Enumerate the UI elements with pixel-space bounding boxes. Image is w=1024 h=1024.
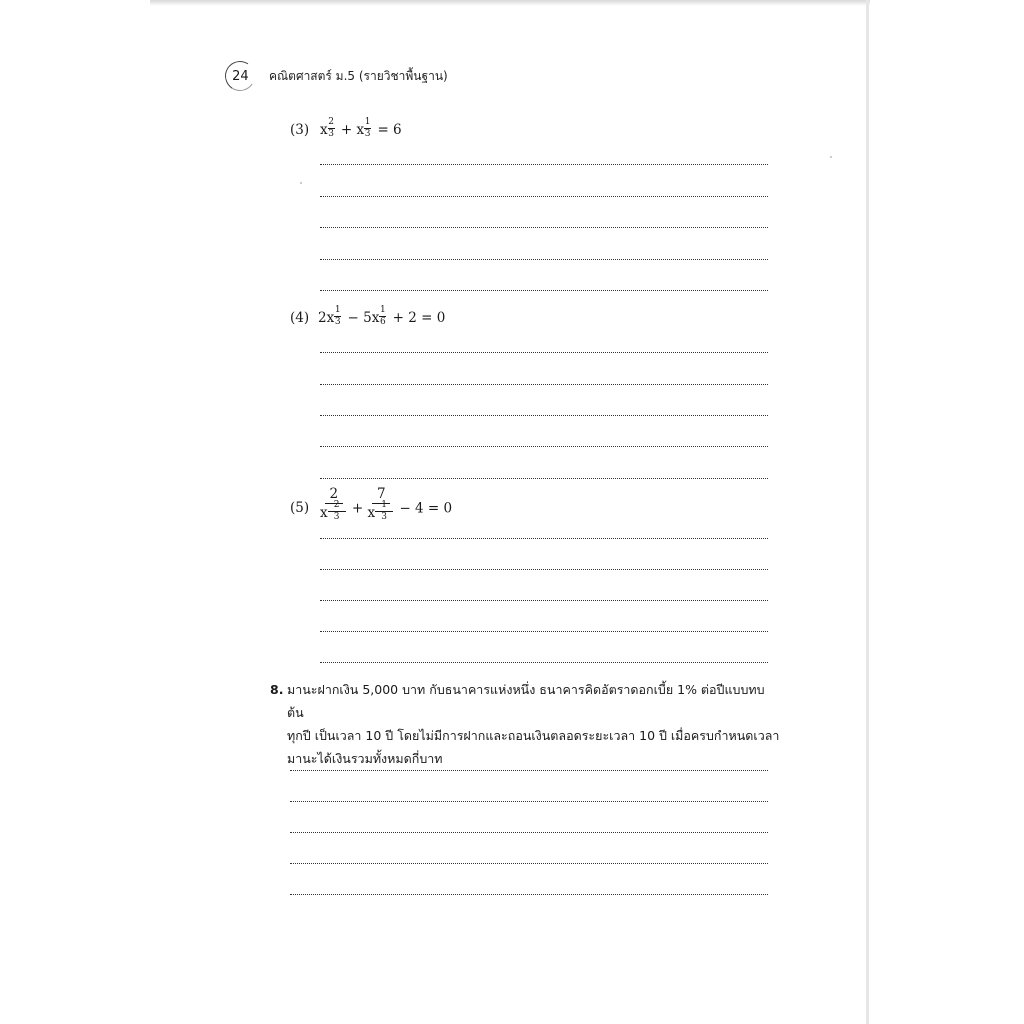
answer-line[interactable] <box>320 259 768 260</box>
fraction-denominator <box>320 500 348 532</box>
problem-3 <box>290 117 402 139</box>
header-title: คณิตศาสตร์ ม.5 (รายวิชาพื้นฐาน) <box>269 68 448 83</box>
answer-line[interactable] <box>320 227 768 228</box>
exp-numerator: 1 <box>381 500 388 510</box>
page-number: 24 <box>231 68 249 84</box>
term-base: x <box>320 505 328 521</box>
exponent-fraction <box>375 501 393 522</box>
exp-denominator: 3 <box>364 129 371 139</box>
exponent-fraction <box>334 306 341 327</box>
exp-numerator: 1 <box>379 305 386 315</box>
question-line: ทุกปี เป็นเวลา 10 ปี โดยไม่มีการฝากและถอนเงินตลอดระยะเวลา 10 ปี เมื่อครบกำหนดเวลา <box>287 728 780 743</box>
page-number-badge <box>222 58 258 94</box>
question-8 <box>270 678 780 770</box>
answer-line[interactable] <box>320 415 768 416</box>
equation-rhs: + 2 = 0 <box>392 310 446 326</box>
question-number: 8. <box>270 682 284 697</box>
answer-line[interactable] <box>320 631 768 632</box>
exp-denominator: 3 <box>381 512 388 522</box>
term-base: x <box>356 122 365 138</box>
fraction <box>368 486 396 532</box>
term-base: x <box>367 505 376 521</box>
equation-rhs: − 4 = 0 <box>399 500 453 517</box>
fraction-numerator: 7 <box>377 486 386 502</box>
exp-numerator: 2 <box>333 500 340 510</box>
answer-line[interactable] <box>320 600 768 601</box>
exponent-fraction <box>379 306 386 327</box>
question-line: มานะฝากเงิน 5,000 บาท กับธนาคารแห่งหนึ่ง ธนาคารคิดอัตราดอกเบี้ย 1% ต่อปีแบบทบต้น <box>287 682 765 720</box>
page-top-edge <box>150 0 870 6</box>
exp-denominator: 3 <box>334 317 341 327</box>
operator: − <box>347 310 359 326</box>
term-base: 2x <box>318 310 335 326</box>
problem-label: (5) <box>290 500 310 516</box>
page-header <box>225 60 448 92</box>
answer-line[interactable] <box>290 801 768 802</box>
equation <box>318 305 446 337</box>
operator: + <box>351 500 364 517</box>
answer-line[interactable] <box>320 384 768 385</box>
answer-line[interactable] <box>320 352 768 353</box>
exponent-fraction <box>328 501 346 522</box>
exp-numerator: 1 <box>364 117 371 127</box>
answer-line[interactable] <box>320 290 768 291</box>
answer-line[interactable] <box>320 478 768 479</box>
exp-denominator: 3 <box>333 512 340 522</box>
problem-label: (4) <box>290 310 310 326</box>
answer-line[interactable] <box>320 196 768 197</box>
answer-line[interactable] <box>320 662 768 663</box>
exp-denominator: 3 <box>328 129 334 139</box>
answer-line[interactable] <box>320 164 768 165</box>
operator: + <box>340 122 353 138</box>
answer-line[interactable] <box>290 770 768 771</box>
page-right-edge <box>866 0 869 1024</box>
answer-line[interactable] <box>290 832 768 833</box>
question-text <box>287 678 780 770</box>
term-base: 5x <box>363 310 380 326</box>
answer-line[interactable] <box>320 446 768 447</box>
equation <box>320 117 402 149</box>
answer-line[interactable] <box>320 569 768 570</box>
equation <box>320 486 452 532</box>
problem-label: (3) <box>290 122 310 138</box>
exp-numerator: 1 <box>334 305 341 315</box>
answer-line[interactable] <box>320 538 768 539</box>
fraction <box>320 486 348 532</box>
problem-5 <box>290 486 453 522</box>
fraction-numerator: 2 <box>329 486 339 502</box>
exponent-fraction <box>328 118 335 139</box>
term-base: x <box>320 122 328 138</box>
problem-4 <box>290 305 446 327</box>
exp-denominator: 6 <box>379 317 386 327</box>
answer-line[interactable] <box>290 894 768 895</box>
answer-line[interactable] <box>290 863 768 864</box>
exp-numerator: 2 <box>328 117 334 127</box>
exponent-fraction <box>364 118 371 139</box>
equation-rhs: = 6 <box>377 122 402 138</box>
fraction-denominator <box>367 500 396 532</box>
paper-speck <box>830 156 832 158</box>
paper-speck <box>300 182 302 184</box>
question-line: มานะได้เงินรวมทั้งหมดกี่บาท <box>287 751 443 766</box>
